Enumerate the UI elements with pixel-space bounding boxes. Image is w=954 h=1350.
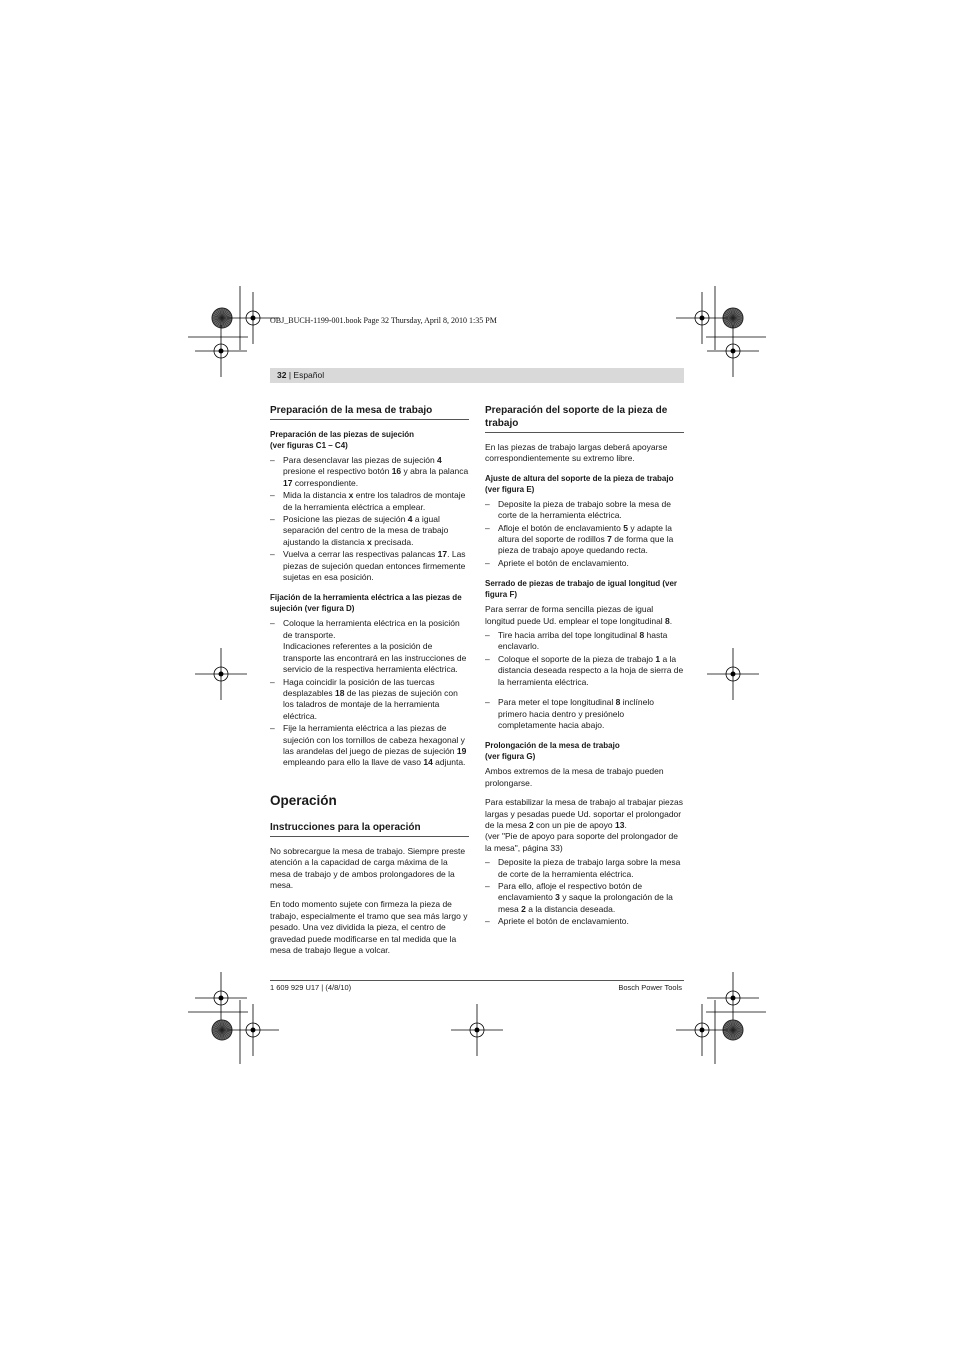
list-item: – Tire hacia arriba del tope longitudinal 8 hasta enclavarlo.: [485, 630, 684, 653]
crosshair-dot: [219, 996, 224, 1001]
section-title-instructions: Instrucciones para la operación: [270, 821, 469, 837]
list-item: – Haga coincidir la posición de las tuercas desplazables 18 de las piezas de sujeción con los taladros de montaje de la herramienta eléctrica.: [270, 677, 469, 723]
paragraph: Para estabilizar la mesa de trabajo al trabajar piezas largas y pesadas puede Ud. soportar el prolongador de la mesa 2 con un pie de apoyo 13. (ver "Pie de apoyo para soporte del prolongador de la mesa", página 33): [485, 797, 683, 853]
subheading-height-adjust: Ajuste de altura del soporte de la pieza de trabajo (ver figura E): [485, 473, 674, 494]
crosshair-dot: [731, 996, 736, 1001]
instruction-list: [485, 857, 684, 927]
instruction-list: [485, 630, 684, 688]
list-item: – Para ello, afloje el respectivo botón de enclavamiento 3 y saque la prolongación de la mesa 2 a la distancia deseada.: [485, 881, 684, 915]
crosshair-dot: [700, 1028, 705, 1033]
footer-doc-number: 1 609 929 U17 | (4/8/10): [270, 983, 352, 992]
crosshair-dot: [700, 316, 705, 321]
section-title-workpiece-support: Preparación del soporte de la pieza de trabajo: [485, 404, 684, 433]
paragraph: Ambos extremos de la mesa de trabajo pueden prolongarse.: [485, 766, 664, 788]
crosshair-dot: [251, 1028, 256, 1033]
instruction-list: [485, 697, 684, 731]
subheading-line: (ver figura G): [485, 752, 536, 762]
paragraph: En las piezas de trabajo largas deberá apoyarse correspondientemente su extremo libre.: [485, 442, 668, 464]
subheading-line: Prolongación de la mesa de trabajo: [485, 741, 620, 751]
list-item: – Para desenclavar las piezas de sujeción 4 presione el respectivo botón 16 y abra la palanca 17 correspondiente.: [270, 455, 469, 489]
footer-brand: Bosch Power Tools: [618, 983, 682, 992]
list-item: – Afloje el botón de enclavamiento 5 y adapte la altura del soporte de rodillos 7 de forma que la pieza de trabajo apoye quedando recta.: [485, 523, 684, 557]
page-header-bar: [270, 368, 684, 383]
crosshair-dot: [219, 349, 224, 354]
crosshair-dot: [731, 349, 736, 354]
list-item: – Apriete el botón de enclavamiento.: [485, 916, 684, 927]
subheading-equal-length: Serrado de piezas de trabajo de igual longitud (ver figura F): [485, 579, 678, 600]
paragraph: No sobrecargue la mesa de trabajo. Siempre preste atención a la capacidad de carga máxima de la mesa de trabajo y de ambos prolongadores de la mesa.: [270, 845, 466, 890]
page-number: 32: [277, 370, 287, 380]
list-item: – Posicione las piezas de sujeción 4 a igual separación del centro de la mesa de trabajo ajustando la distancia x precisada.: [270, 514, 469, 548]
paragraph: En todo momento sujete con firmeza la pieza de trabajo, especialmente el tramo que sea más largo y pesado. Una vez dividida la pieza, el centro de gravedad puede modificarse en tal medida que la mesa de trabajo llegue a volcar.: [270, 899, 468, 955]
page-header: [277, 370, 324, 381]
subheading-line: Preparación de las piezas de sujeción: [270, 430, 415, 439]
crosshair-dot: [251, 316, 256, 321]
instruction-list: [485, 499, 684, 569]
page-footer: [270, 980, 684, 992]
list-item: – Deposite la pieza de trabajo larga sobre la mesa de corte de la herramienta eléctrica.: [485, 857, 684, 880]
list-item: – Vuelva a cerrar las respectivas palancas 17. Las piezas de sujeción quedan entonces firmemente sujetas en esa posición.: [270, 549, 469, 583]
header-language: Español: [293, 370, 325, 380]
list-item: – Coloque la herramienta eléctrica en la posición de transporte. Indicaciones referentes a la posición de transporte las encontrará en las instrucciones de servicio de la respectiva herramienta eléctrica.: [270, 618, 469, 675]
instruction-list: [270, 455, 469, 583]
list-item: – Deposite la pieza de trabajo sobre la mesa de corte de la herramienta eléctrica.: [485, 499, 684, 522]
crosshair-dot: [219, 672, 224, 677]
crosshair-dot: [475, 1028, 480, 1033]
subheading-fixing-tool: Fijación de la herramienta eléctrica a las piezas de sujeción (ver figura D): [270, 593, 462, 614]
list-item: – Mida la distancia x entre los taladros de montaje de la herramienta eléctrica a emplear.: [270, 490, 469, 513]
left-column: [270, 404, 469, 964]
right-column: [485, 404, 684, 937]
chapter-title-operation: Operación: [270, 792, 337, 808]
subheading-line: (ver figuras C1 – C4): [270, 441, 348, 450]
subheading-clamping-pieces: [270, 429, 469, 451]
list-item: – Para meter el tope longitudinal 8 inclínelo primero hacia dentro y presiónelo completamente hacia abajo.: [485, 697, 684, 731]
list-item: – Apriete el botón de enclavamiento.: [485, 558, 684, 569]
list-item: – Coloque el soporte de la pieza de trabajo 1 a la distancia deseada respecto a la hoja de sierra de la herramienta eléctrica.: [485, 654, 684, 688]
header-separator: |: [286, 370, 294, 380]
paragraph: Para serrar de forma sencilla piezas de igual longitud puede Ud. emplear el tope longitudinal 8.: [485, 604, 673, 626]
list-item: – Fije la herramienta eléctrica a las piezas de sujeción con los tornillos de cabeza hexagonal y las arandelas del juego de piezas de sujeción 19 empleando para ello la llave de vaso 14 adjunta.: [270, 723, 469, 769]
instruction-list: [270, 618, 469, 768]
crosshair-dot: [731, 672, 736, 677]
subheading-table-extension: [485, 740, 684, 762]
section-title-preparation: Preparación de la mesa de trabajo: [270, 404, 469, 420]
file-meta-line: OBJ_BUCH-1199-001.book Page 32 Thursday, April 8, 2010 1:35 PM: [270, 316, 497, 325]
